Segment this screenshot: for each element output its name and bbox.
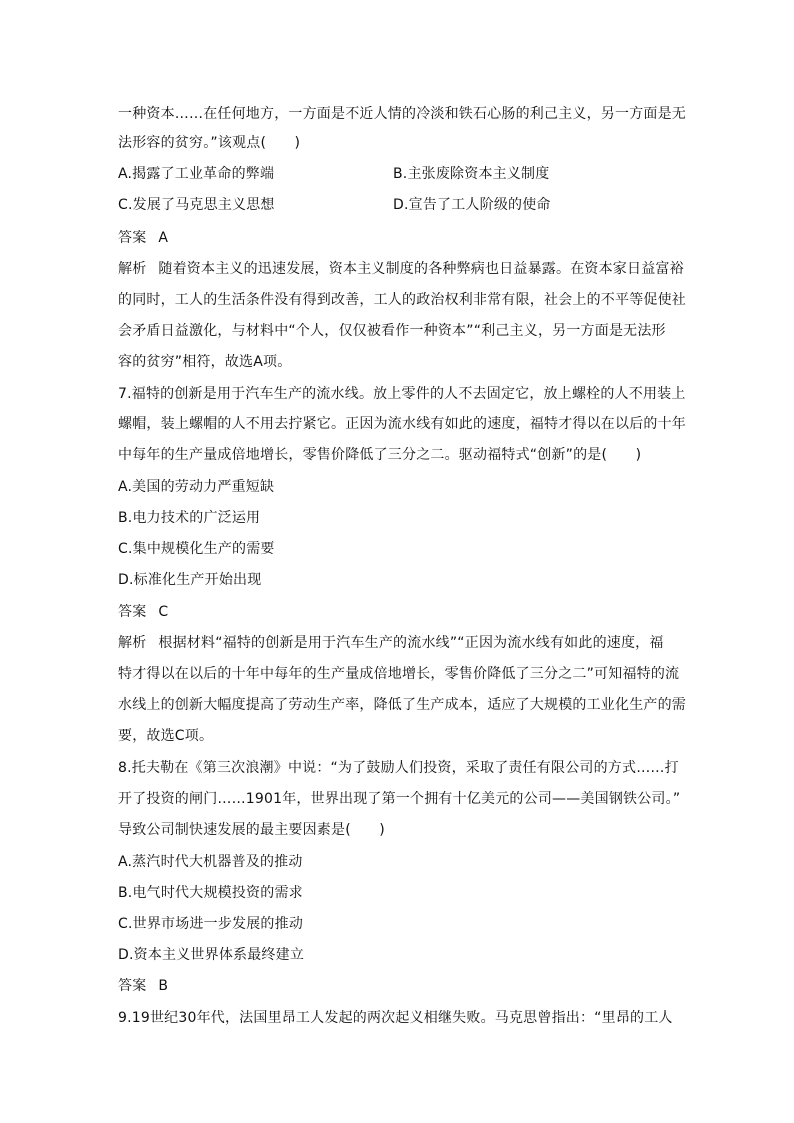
- q9-stem-line-1: 9.19世纪30年代，法国里昂工人发起的两次起义相继失败。马克思曾指出：“里昂的工人: [118, 1010, 673, 1026]
- q6-option-b: B.主张废除资本主义制度: [393, 166, 550, 182]
- q7-answer: [118, 602, 678, 622]
- q6-analysis-line-3: 会矛盾日益激化，与材料中“个人，仅仅被看作一种资本”“利己主义，另一方面是无法形: [118, 323, 666, 339]
- q7-analysis-line-3: 水线上的创新大幅度提高了劳动生产率，降低了生产成本，适应了大规模的工业化生产的需: [118, 697, 686, 713]
- q6-analysis-line-1: [118, 259, 684, 279]
- analysis-label: 解析: [118, 635, 147, 651]
- q7-stem-line-3: 中每年的生产量成倍地增长，零售价降低了三分之二。驱动福特式“创新”的是( ): [118, 447, 642, 463]
- analysis-text: 随着资本主义的迅速发展，资本主义制度的各种弊病也日益暴露。在资本家日益富裕: [158, 261, 684, 277]
- q7-stem-line-2: 螺帽，装上螺帽的人不用去拧紧它。正因为流水线有如此的速度，福特才得以在以后的十年: [118, 416, 686, 432]
- q8-stem-line-1: 8.托夫勒在《第三次浪潮》中说：“为了鼓励人们投资，采取了责任有限公司的方式……打: [118, 760, 679, 776]
- q6-option-a: A.揭露了工业革命的弊端: [118, 166, 275, 182]
- q6-stem-line-2: 法形容的贫穷。”该观点( ): [118, 135, 301, 151]
- analysis-label: 解析: [118, 261, 147, 277]
- q7-analysis-line-4: 要，故选C项。: [118, 728, 214, 744]
- q7-stem-line-1: 7.福特的创新是用于汽车生产的流水线。放上零件的人不去固定它，放上螺栓的人不用装上: [118, 386, 686, 402]
- q6-option-d: D.宣告了工人阶级的使命: [393, 197, 551, 213]
- answer-label: 答案: [118, 978, 147, 994]
- q6-analysis-line-2: 的同时，工人的生活条件没有得到改善，工人的政治权利非常有限，社会上的不平等促使社: [118, 292, 686, 308]
- q7-analysis-line-2: 特才得以在以后的十年中每年的生产量成倍地增长，零售价降低了三分之二”可知福特的流: [118, 666, 680, 682]
- q8-stem-line-2: 开了投资的闸门……1901年，世界出现了第一个拥有十亿美元的公司——美国钢铁公司。”: [118, 791, 681, 807]
- q7-option-b: B.电力技术的广泛运用: [118, 510, 261, 526]
- q8-stem-line-3: 导致公司制快速发展的最主要因素是( ): [118, 822, 385, 838]
- answer-label: 答案: [118, 604, 147, 620]
- q6-stem-line-1: 一种资本……在任何地方，一方面是不近人情的冷淡和铁石心肠的利己主义，另一方面是无: [118, 106, 686, 122]
- answer-value: A: [158, 230, 169, 246]
- answer-value: B: [158, 978, 169, 994]
- q7-option-c: C.集中规模化生产的需要: [118, 541, 275, 557]
- q6-analysis-line-4: 容的贫穷”相符，故选A项。: [118, 354, 292, 370]
- q6-answer: [118, 228, 678, 248]
- q7-option-a: A.美国的劳动力严重短缺: [118, 479, 275, 495]
- q8-option-d: D.资本主义世界体系最终建立: [118, 947, 305, 963]
- analysis-text: 根据材料“福特的创新是用于汽车生产的流水线”“正因为流水线有如此的速度，福: [158, 635, 664, 651]
- q8-option-b: B.电气时代大规模投资的需求: [118, 885, 303, 901]
- q8-option-a: A.蒸汽时代大机器普及的推动: [118, 854, 303, 870]
- q8-answer: [118, 976, 678, 996]
- answer-value: C: [158, 604, 169, 620]
- q6-option-c: C.发展了马克思主义思想: [118, 197, 275, 213]
- q7-option-d: D.标准化生产开始出现: [118, 572, 262, 588]
- q8-option-c: C.世界市场进一步发展的推动: [118, 916, 304, 932]
- q7-analysis-line-1: [118, 633, 678, 653]
- answer-label: 答案: [118, 230, 147, 246]
